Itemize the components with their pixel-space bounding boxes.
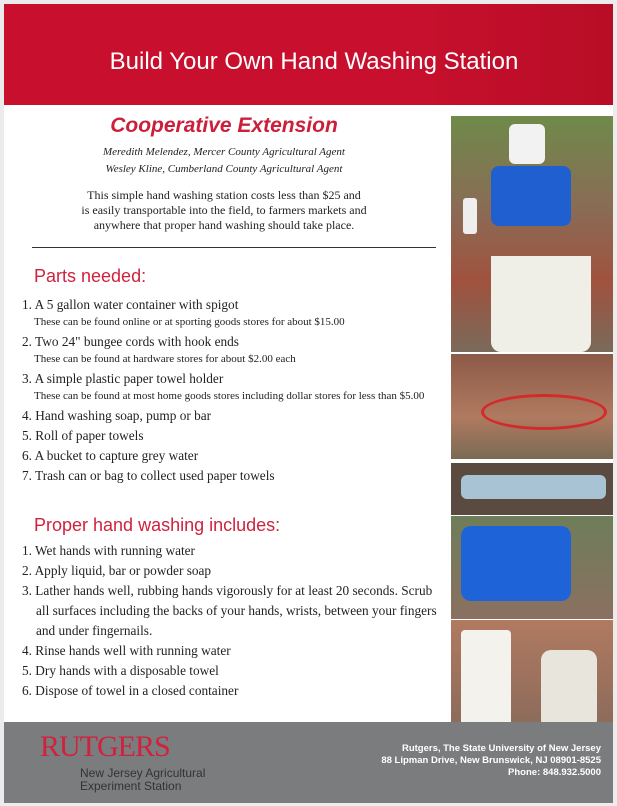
list-item: 2. Two 24" bungee cords with hook ends These can be found at hardware stores for about $2.00 each bbox=[22, 334, 296, 365]
parts-heading: Parts needed: bbox=[34, 266, 147, 286]
list-item: 1. A 5 gallon water container with spigot These can be found online or at sporting goods stores for about $15.00 bbox=[22, 297, 345, 328]
wash-heading: Proper hand washing includes: bbox=[34, 515, 281, 535]
station-name bbox=[80, 767, 205, 793]
agent: Wesley Kline, Cumberland County Agricultural Agent bbox=[105, 163, 343, 175]
parts-list bbox=[22, 295, 447, 486]
header-banner bbox=[4, 4, 613, 105]
footer bbox=[4, 722, 613, 803]
list-item: 1. Wet hands with running water bbox=[22, 543, 195, 558]
list-item: 5. Dry hands with a disposable towel bbox=[22, 663, 219, 678]
agents bbox=[4, 144, 444, 178]
address-line: 88 Lipman Drive, New Brunswick, NJ 08901-8525 bbox=[381, 755, 601, 766]
intro-line: This simple hand washing station costs less than $25 and bbox=[87, 188, 361, 202]
intro-text bbox=[4, 188, 444, 233]
intro-line: is easily transportable into the field, to farmers markets and bbox=[81, 203, 367, 217]
list-item: 3. Lather hands well, rubbing hands vigorously for at least 20 seconds. Scrub all surfaces including the backs of your hands, wrists, between your fingers and under fingernails. bbox=[22, 583, 437, 638]
list-item: 6. A bucket to capture grey water bbox=[22, 448, 199, 463]
list-item: 4. Hand washing soap, pump or bar bbox=[22, 408, 212, 423]
photo-towel-holder bbox=[451, 463, 613, 515]
photo-paper-towels-and-soap bbox=[451, 620, 613, 732]
list-item: 6. Dispose of towel in a closed container bbox=[22, 683, 239, 698]
phone: Phone: 848.932.5000 bbox=[508, 767, 601, 778]
photo-hand-washing-station bbox=[451, 116, 613, 352]
list-item: 4. Rinse hands well with running water bbox=[22, 643, 231, 658]
page-title: Build Your Own Hand Washing Station bbox=[109, 48, 519, 75]
photo-water-container bbox=[451, 516, 613, 619]
flyer-page bbox=[4, 4, 613, 803]
list-item: 2. Apply liquid, bar or powder soap bbox=[22, 563, 212, 578]
rutgers-logo: RUTGERS bbox=[40, 730, 170, 763]
address-block bbox=[381, 743, 601, 779]
station-line: Experiment Station bbox=[80, 779, 182, 793]
intro-line: anywhere that proper hand washing should take place. bbox=[93, 218, 355, 232]
station-line: New Jersey Agricultural bbox=[80, 766, 206, 780]
address-line: Rutgers, The State University of New Jersey bbox=[401, 743, 601, 754]
org-name: Cooperative Extension bbox=[110, 114, 338, 137]
list-item: 3. A simple plastic paper towel holder These can be found at most home goods stores including dollar stores for less than $5.00 bbox=[22, 371, 425, 402]
divider bbox=[32, 247, 436, 248]
photo-bungee-cords bbox=[451, 354, 613, 459]
list-item: 5. Roll of paper towels bbox=[22, 428, 144, 443]
list-item: 7. Trash can or bag to collect used paper towels bbox=[22, 468, 275, 483]
wash-list bbox=[22, 541, 447, 701]
agent: Meredith Melendez, Mercer County Agricultural Agent bbox=[103, 146, 345, 158]
